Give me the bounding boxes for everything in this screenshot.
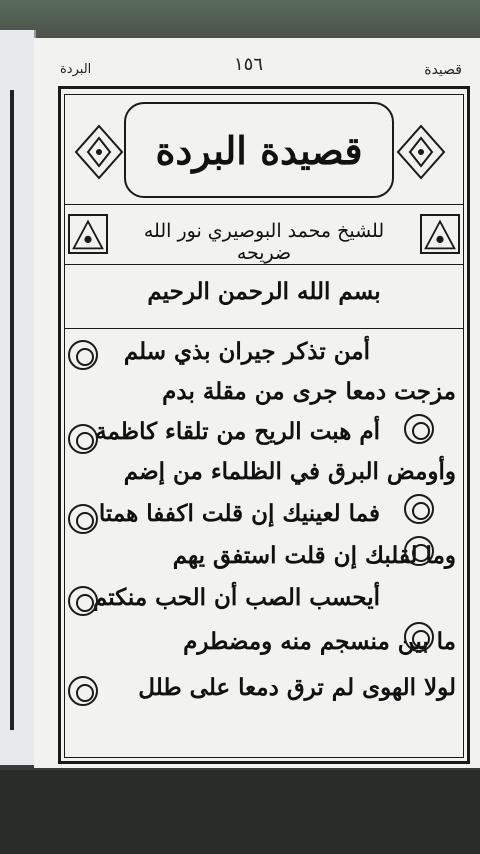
verse-marker-1 — [68, 340, 98, 370]
verse-marker-3 — [68, 424, 98, 454]
header-right-text: قصيدة — [424, 62, 462, 78]
left-page-edge — [0, 30, 36, 765]
verse-line-6: وما لقلبك إن قلت استفق يهم — [172, 542, 456, 569]
verse-line-9: لولا الهوى لم ترق دمعا على طلل — [138, 674, 456, 701]
verse-line-7: أيحسب الصب أن الحب منكتم — [92, 584, 380, 611]
verse-marker-5 — [68, 504, 98, 534]
left-ornament-icon — [72, 122, 126, 182]
page-title: قصيدة البردة — [155, 127, 363, 173]
left-small-ornament-icon — [68, 214, 108, 254]
verse-marker-9 — [68, 676, 98, 706]
author-line: للشيخ محمد البوصيري نور الله ضريحه — [143, 220, 385, 264]
bismillah: بسم الله الرحمن الرحيم — [147, 278, 381, 305]
divider-title — [64, 204, 464, 205]
right-small-ornament-icon — [420, 214, 460, 254]
verse-line-3: أم هبت الريح من تلقاء كاظمة — [95, 418, 380, 445]
title-cartouche — [124, 102, 394, 198]
verse-marker-4 — [404, 494, 434, 524]
verse-marker-2 — [404, 414, 434, 444]
divider-bismillah — [64, 328, 464, 329]
verse-marker-6 — [404, 536, 434, 566]
verse-line-5: فما لعينيك إن قلت اكففا همتا — [98, 500, 380, 527]
left-page-border — [10, 90, 14, 730]
right-ornament-icon — [394, 122, 448, 182]
background-bottom — [0, 770, 480, 854]
verse-line-8: ما بين منسجم منه ومضطرم — [183, 628, 456, 655]
book-page — [34, 38, 480, 768]
divider-author — [64, 264, 464, 265]
background-top — [0, 0, 480, 40]
header-left-text: البردة — [60, 62, 92, 77]
verse-line-1: أمن تذكر جيران بذي سلم — [123, 338, 370, 365]
verse-line-2: مزجت دمعا جرى من مقلة بدم — [162, 378, 456, 405]
author-row — [64, 210, 464, 262]
verse-marker-7 — [68, 586, 98, 616]
verse-marker-8 — [404, 622, 434, 652]
verse-line-4: وأومض البرق في الظلماء من إضم — [123, 458, 456, 485]
page-header — [34, 52, 480, 80]
page-number: ١٥٦ — [234, 54, 264, 75]
